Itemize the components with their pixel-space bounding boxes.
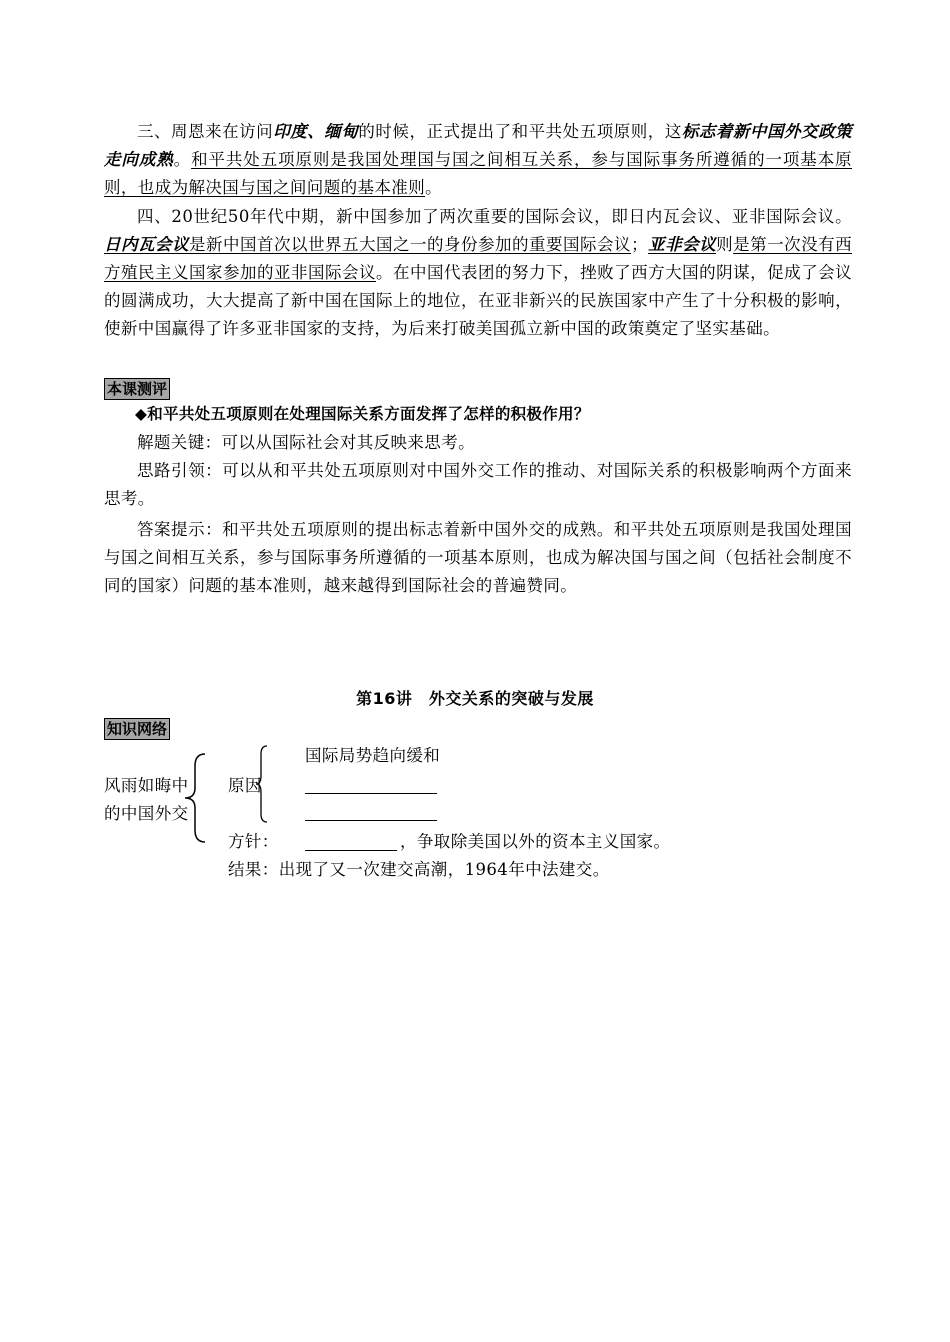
reason-blank-2 (305, 820, 437, 821)
section4-ze: 则 (716, 235, 734, 254)
paragraph-section-4 (104, 203, 852, 343)
section3-emphasis: 标志着新中国外交政策走向成熟 (104, 122, 853, 169)
policy-text: ，争取除美国以外的资本主义国家。 (400, 832, 671, 851)
solving-key: 解题关键：可以从国际社会对其反映来思考。 (137, 433, 475, 452)
section3-mid: 的时候，正式提出了和平共处五项原则，这 (358, 122, 682, 141)
section3-dot: 。 (173, 150, 192, 169)
reason-brace-icon (254, 744, 270, 824)
policy-label: 方针： (228, 832, 279, 851)
question: ◆和平共处五项原则在处理国际关系方面发挥了怎样的积极作用？ (135, 405, 590, 423)
section3-end: 。 (425, 178, 443, 197)
section4-afro: 亚非会议 (647, 235, 717, 254)
answer-hint: 答案提示：和平共处五项原则的提出标志着新中国外交的成熟。和平共处五项原则是我国处理国与国之间相互关系，参与国际事务所遵循的一项基本原则，也成为解决国与国之间（包括社会制度不同的国家）问题的基本准则，越来越得到国际社会的普遍赞同。 (104, 520, 852, 595)
section4-lead: 四、20世纪50年代中期，新中国参加了两次重要的国际会议，即日内瓦会议、亚非国际会议。 (137, 207, 852, 226)
section4-afro-desc: 是第一次没有西方殖民主义国家参加的亚非国际会议 (104, 235, 853, 282)
policy-blank (305, 850, 397, 851)
network-heading: 知识网络 (104, 718, 170, 740)
section3-underlined: 和平共处五项原则是我国处理国与国之间相互关系，参与国际事务所遵循的一项基本原则，也成为解决国与国之间问题的基本准则 (104, 150, 853, 197)
result-text: 结果：出现了又一次建交高潮，1964年中法建交。 (228, 860, 610, 879)
section3-countries: 印度、缅甸 (273, 122, 359, 141)
root-line-2: 的中国外交 (104, 804, 189, 823)
eval-heading: 本课测评 (104, 378, 170, 400)
reason-item-1: 国际局势趋向缓和 (305, 746, 441, 765)
reason-label: 原因 (228, 776, 262, 795)
root-line-1: 风雨如晦中 (104, 776, 189, 795)
thinking-hint: 思路引领：可以从和平共处五项原则对中国外交工作的推动、对国际关系的积极影响两个方面来思考。 (104, 461, 852, 508)
outer-brace-icon (183, 752, 213, 844)
section4-geneva: 日内瓦会议 (104, 235, 190, 254)
section4-sep: ； (631, 235, 648, 254)
paragraph-section-3 (104, 118, 852, 202)
section4-rest: 。在中国代表团的努力下，挫败了西方大国的阴谋，促成了会议的圆满成功，大大提高了新中国在国际上的地位，在亚非新兴的民族国家中产生了十分积极的影响，使新中国赢得了许多亚非国家的支持，为后来打破美国孤立新中国的政策奠定了坚实基础。 (104, 263, 853, 338)
section3-lead: 三、周恩来在访问 (137, 122, 274, 141)
reason-blank-1 (305, 793, 437, 794)
lesson-title: 第16讲 外交关系的突破与发展 (356, 689, 594, 708)
section4-geneva-desc: 是新中国首次以世界五大国之一的身份参加的重要国际会议 (189, 235, 632, 254)
